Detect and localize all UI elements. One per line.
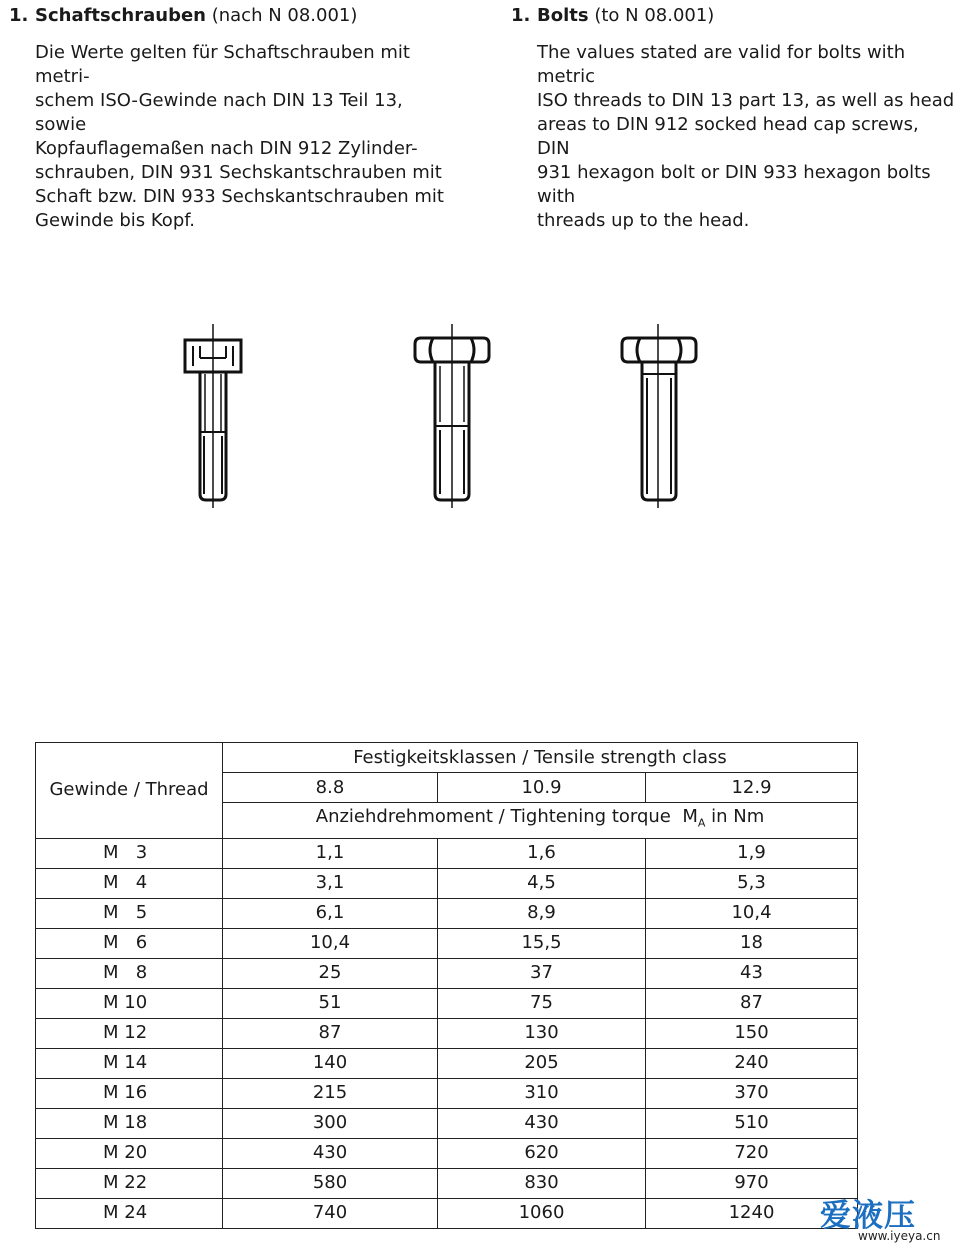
torque-value-cell: 4,5 bbox=[438, 868, 646, 898]
table-row bbox=[36, 1048, 858, 1078]
torque-value-cell: 8,9 bbox=[438, 898, 646, 928]
watermark-brand: 爱液压 bbox=[820, 1198, 916, 1234]
section-description: The values stated are valid for bolts with metric ISO threads to DIN 13 part 13, as well as head areas to DIN 912 socked head cap screws, DIN 931 hexagon bolt or DIN 933 hexagon bolts with threads up to the head. bbox=[537, 42, 955, 231]
torque-header-unit: in Nm bbox=[705, 806, 765, 827]
table-row bbox=[36, 1018, 858, 1048]
section-number: 1. bbox=[511, 5, 531, 26]
torque-value-cell: 510 bbox=[646, 1108, 858, 1138]
strength-class-header: Festigkeitsklassen / Tensile strength class bbox=[223, 743, 858, 773]
torque-header bbox=[223, 803, 858, 839]
section-title: Schaftschrauben bbox=[35, 5, 206, 26]
table-row bbox=[36, 1168, 858, 1198]
torque-value-cell: 830 bbox=[438, 1168, 646, 1198]
class-header-10-9: 10.9 bbox=[438, 773, 646, 803]
torque-value-cell: 51 bbox=[223, 988, 438, 1018]
table-row bbox=[36, 1198, 858, 1228]
torque-value-cell: 6,1 bbox=[223, 898, 438, 928]
torque-value-cell: 130 bbox=[438, 1018, 646, 1048]
torque-value-cell: 720 bbox=[646, 1138, 858, 1168]
torque-value-cell: 87 bbox=[646, 988, 858, 1018]
torque-value-cell: 43 bbox=[646, 958, 858, 988]
torque-header-text: Anziehdrehmoment / Tightening torque M bbox=[315, 806, 698, 827]
socket-head-cap-screw-drawing bbox=[178, 322, 248, 512]
hexagon-bolt-full-thread-drawing bbox=[614, 322, 704, 512]
watermark-logo bbox=[818, 1190, 950, 1246]
table-row bbox=[36, 988, 858, 1018]
torque-value-cell: 620 bbox=[438, 1138, 646, 1168]
thread-column-header: Gewinde / Thread bbox=[36, 743, 223, 839]
thread-size-cell: M 12 bbox=[36, 1018, 223, 1048]
thread-size-cell: M 18 bbox=[36, 1108, 223, 1138]
torque-value-cell: 3,1 bbox=[223, 868, 438, 898]
watermark-url: www.iyeya.cn bbox=[858, 1229, 941, 1243]
torque-value-cell: 15,5 bbox=[438, 928, 646, 958]
torque-value-cell: 430 bbox=[438, 1108, 646, 1138]
thread-size-cell: M 16 bbox=[36, 1078, 223, 1108]
torque-value-cell: 1240 bbox=[646, 1198, 858, 1228]
torque-value-cell: 1,6 bbox=[438, 838, 646, 868]
section-reference: (to N 08.001) bbox=[594, 5, 715, 26]
section-heading-english bbox=[511, 4, 956, 28]
thread-size-cell: M 5 bbox=[36, 898, 223, 928]
torque-header-subscript: A bbox=[697, 816, 706, 830]
torque-value-cell: 10,4 bbox=[223, 928, 438, 958]
class-header-8-8: 8.8 bbox=[223, 773, 438, 803]
torque-value-cell: 580 bbox=[223, 1168, 438, 1198]
hexagon-bolt-with-shaft-drawing bbox=[407, 322, 497, 512]
thread-size-cell: M 22 bbox=[36, 1168, 223, 1198]
thread-size-cell: M 3 bbox=[36, 838, 223, 868]
torque-value-cell: 740 bbox=[223, 1198, 438, 1228]
thread-size-cell: M 24 bbox=[36, 1198, 223, 1228]
thread-size-cell: M 4 bbox=[36, 868, 223, 898]
torque-value-cell: 430 bbox=[223, 1138, 438, 1168]
torque-value-cell: 25 bbox=[223, 958, 438, 988]
torque-value-cell: 205 bbox=[438, 1048, 646, 1078]
table-row bbox=[36, 928, 858, 958]
thread-size-cell: M 8 bbox=[36, 958, 223, 988]
torque-value-cell: 87 bbox=[223, 1018, 438, 1048]
section-title: Bolts bbox=[537, 5, 589, 26]
table-row bbox=[36, 1108, 858, 1138]
thread-size-cell: M 14 bbox=[36, 1048, 223, 1078]
torque-value-cell: 215 bbox=[223, 1078, 438, 1108]
torque-value-cell: 37 bbox=[438, 958, 646, 988]
torque-value-cell: 75 bbox=[438, 988, 646, 1018]
torque-value-cell: 240 bbox=[646, 1048, 858, 1078]
torque-value-cell: 1,9 bbox=[646, 838, 858, 868]
thread-size-cell: M 20 bbox=[36, 1138, 223, 1168]
torque-value-cell: 18 bbox=[646, 928, 858, 958]
thread-size-cell: M 6 bbox=[36, 928, 223, 958]
table-row bbox=[36, 1138, 858, 1168]
table-row bbox=[36, 898, 858, 928]
torque-value-cell: 1,1 bbox=[223, 838, 438, 868]
torque-value-cell: 150 bbox=[646, 1018, 858, 1048]
table-row bbox=[36, 838, 858, 868]
section-description: Die Werte gelten für Schaftschrauben mit metri- schem ISO-Gewinde nach DIN 13 Teil 13, sowie Kopfauflagemaßen nach DIN 912 Zylinder- schrauben, DIN 931 Sechskantschrauben mit Schaft bzw. DIN 933 Sechskantschrauben mit Gewinde bis Kopf. bbox=[35, 42, 444, 231]
section-english bbox=[511, 4, 956, 233]
table-row bbox=[36, 1078, 858, 1108]
section-heading-german bbox=[9, 4, 459, 28]
section-number: 1. bbox=[9, 5, 29, 26]
torque-value-cell: 310 bbox=[438, 1078, 646, 1108]
torque-value-cell: 1060 bbox=[438, 1198, 646, 1228]
torque-value-cell: 970 bbox=[646, 1168, 858, 1198]
class-header-12-9: 12.9 bbox=[646, 773, 858, 803]
torque-value-cell: 370 bbox=[646, 1078, 858, 1108]
table-header-row bbox=[36, 743, 858, 773]
section-reference: (nach N 08.001) bbox=[211, 5, 358, 26]
bolt-drawings bbox=[0, 322, 956, 512]
torque-value-cell: 300 bbox=[223, 1108, 438, 1138]
torque-value-cell: 140 bbox=[223, 1048, 438, 1078]
thread-size-cell: M 10 bbox=[36, 988, 223, 1018]
section-german bbox=[9, 4, 459, 233]
table-row bbox=[36, 958, 858, 988]
torque-value-cell: 10,4 bbox=[646, 898, 858, 928]
tightening-torque-table bbox=[35, 742, 858, 1229]
table-row bbox=[36, 868, 858, 898]
torque-value-cell: 5,3 bbox=[646, 868, 858, 898]
